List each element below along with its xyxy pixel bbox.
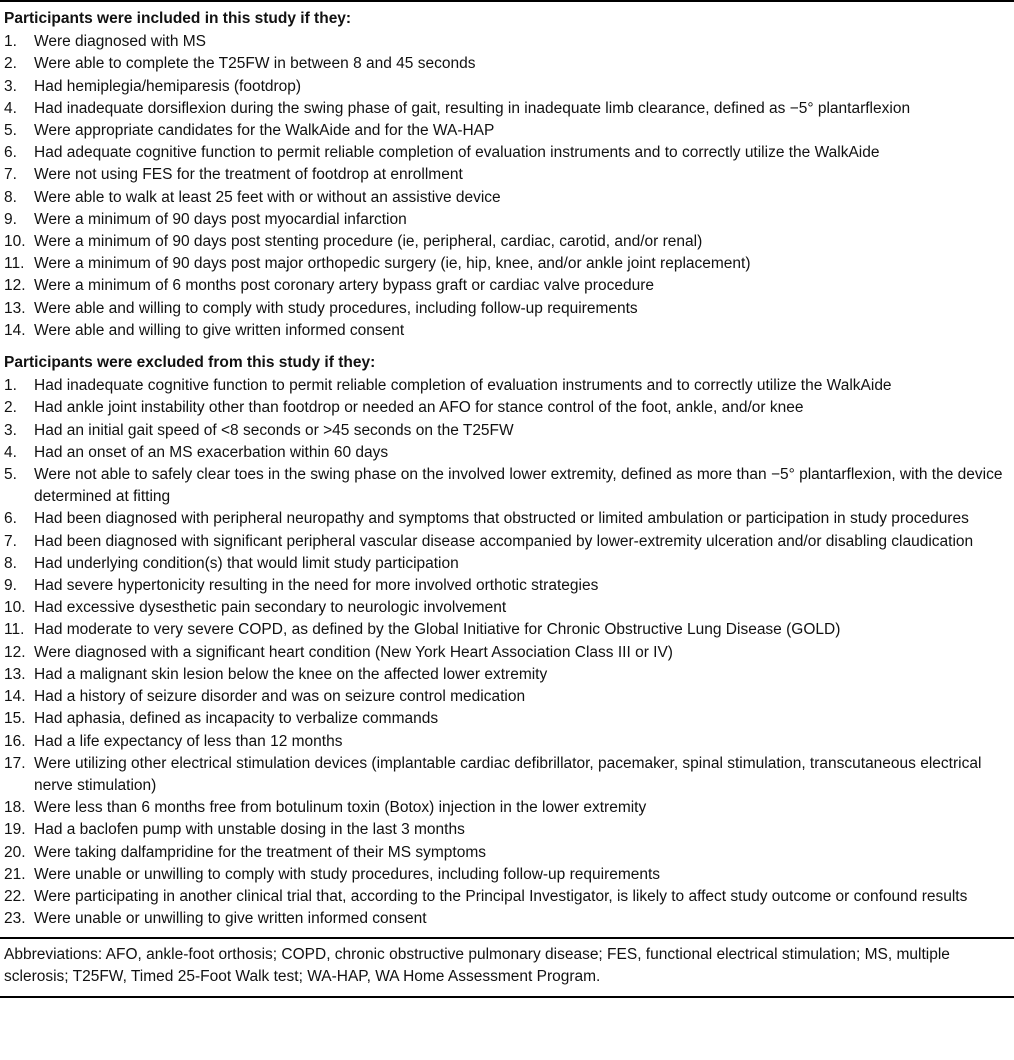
item-text: Were diagnosed with MS	[34, 33, 207, 51]
item-number: 5.	[4, 466, 17, 484]
item-text: Were a minimum of 90 days post stenting procedure (ie, peripheral, cardiac, carotid, and/or renal)	[34, 233, 703, 251]
item-number: 7.	[4, 532, 17, 550]
item-number: 5.	[4, 122, 17, 140]
item-number: 11.	[4, 621, 25, 639]
criteria-item	[4, 842, 1010, 864]
item-text: Were unable or unwilling to comply with study procedures, including follow-up requirements	[34, 865, 661, 883]
item-number: 7.	[4, 166, 17, 184]
item-text: Had a history of seizure disorder and was on seizure control medication	[34, 688, 526, 706]
item-text: Had a baclofen pump with unstable dosing in the last 3 months	[34, 821, 465, 839]
item-number: 4.	[4, 443, 17, 461]
criteria-item	[4, 298, 1010, 320]
criteria-item	[4, 209, 1010, 231]
item-text: Were taking dalfampridine for the treatment of their MS symptoms	[34, 843, 486, 861]
criteria-item	[4, 575, 1010, 597]
item-number: 12.	[4, 277, 26, 295]
item-text: Were less than 6 months free from botulinum toxin (Botox) injection in the lower extremity	[34, 799, 647, 817]
inclusion-heading: Participants were included in this study if they:	[4, 10, 352, 27]
criteria-item	[4, 187, 1010, 209]
criteria-item	[4, 164, 1010, 186]
criteria-item	[4, 464, 1010, 508]
item-number: 4.	[4, 99, 17, 117]
item-text: Were able to walk at least 25 feet with or without an assistive device	[34, 188, 501, 206]
criteria-item	[4, 553, 1010, 575]
criteria-item	[4, 664, 1010, 686]
item-number: 13.	[4, 665, 26, 683]
item-number: 1.	[4, 377, 17, 395]
item-number: 14.	[4, 321, 26, 339]
criteria-item	[4, 53, 1010, 75]
item-text: Had a malignant skin lesion below the knee on the affected lower extremity	[34, 665, 548, 683]
item-text: Had hemiplegia/hemiparesis (footdrop)	[34, 77, 302, 95]
criteria-item	[4, 731, 1010, 753]
item-text: Were utilizing other electrical stimulation devices (implantable cardiac defibrillator, pacemaker, spinal stimulation, transcutaneous electrical nerve stimulation)	[34, 754, 982, 794]
item-text: Had underlying condition(s) that would limit study participation	[34, 554, 459, 572]
item-number: 2.	[4, 399, 17, 417]
item-text: Had been diagnosed with peripheral neuropathy and symptoms that obstructed or limited ambulation or participation in study procedures	[34, 510, 969, 528]
criteria-item	[4, 98, 1010, 120]
item-text: Were able to complete the T25FW in between 8 and 45 seconds	[34, 55, 476, 73]
criteria-item	[4, 531, 1010, 553]
item-text: Were diagnosed with a significant heart condition (New York Heart Association Class III or IV)	[34, 643, 673, 661]
criteria-item	[4, 397, 1010, 419]
item-text: Were a minimum of 6 months post coronary artery bypass graft or cardiac valve procedure	[34, 277, 654, 295]
item-number: 1.	[4, 33, 17, 51]
item-number: 20.	[4, 843, 26, 861]
criteria-item	[4, 375, 1010, 397]
criteria-item	[4, 76, 1010, 98]
criteria-item	[4, 120, 1010, 142]
criteria-item	[4, 819, 1010, 841]
inclusion-section	[4, 2, 1010, 342]
inclusion-criteria-list	[4, 31, 1010, 342]
item-text: Had aphasia, defined as incapacity to verbalize commands	[34, 710, 439, 728]
item-number: 15.	[4, 710, 26, 728]
item-text: Were able and willing to give written informed consent	[34, 321, 405, 339]
item-number: 11.	[4, 255, 25, 273]
criteria-item	[4, 275, 1010, 297]
item-number: 21.	[4, 865, 26, 883]
criteria-item	[4, 142, 1010, 164]
item-number: 14.	[4, 688, 26, 706]
exclusion-criteria-list	[4, 375, 1010, 930]
item-number: 3.	[4, 77, 17, 95]
exclusion-heading: Participants were excluded from this study if they:	[4, 354, 376, 372]
item-number: 22.	[4, 887, 26, 905]
item-text: Were appropriate candidates for the WalkAide and for the WA-HAP	[34, 122, 495, 140]
item-number: 12.	[4, 643, 26, 661]
item-number: 23.	[4, 910, 26, 928]
item-text: Had an onset of an MS exacerbation within 60 days	[34, 443, 389, 461]
item-number: 10.	[4, 233, 26, 251]
criteria-item	[4, 31, 1010, 53]
item-number: 8.	[4, 554, 17, 572]
item-text: Were not able to safely clear toes in the swing phase on the involved lower extremity, defined as more than −5° plantarflexion, with the device determined at fitting	[34, 466, 1003, 506]
criteria-item	[4, 253, 1010, 275]
criteria-item	[4, 753, 1010, 797]
item-number: 9.	[4, 210, 17, 228]
criteria-item	[4, 642, 1010, 664]
item-text: Had moderate to very severe COPD, as defined by the Global Initiative for Chronic Obstructive Lung Disease (GOLD)	[34, 621, 841, 639]
item-text: Had inadequate dorsiflexion during the swing phase of gait, resulting in inadequate limb clearance, defined as −5° plantarflexion	[34, 99, 911, 117]
item-text: Had ankle joint instability other than footdrop or needed an AFO for stance control of the foot, ankle, and/or knee	[34, 399, 804, 417]
item-number: 8.	[4, 188, 17, 206]
item-text: Had a life expectancy of less than 12 months	[34, 732, 343, 750]
item-number: 13.	[4, 299, 26, 317]
criteria-item	[4, 686, 1010, 708]
item-text: Had an initial gait speed of <8 seconds or >45 seconds on the T25FW	[34, 421, 514, 439]
item-number: 6.	[4, 144, 17, 162]
item-text: Were a minimum of 90 days post myocardial infarction	[34, 210, 407, 228]
item-text: Had inadequate cognitive function to permit reliable completion of evaluation instruments and to correctly utilize the WalkAide	[34, 377, 892, 395]
item-number: 17.	[4, 754, 26, 772]
item-number: 16.	[4, 732, 26, 750]
item-text: Had adequate cognitive function to permit reliable completion of evaluation instruments and to correctly utilize the WalkAide	[34, 144, 880, 162]
item-text: Were participating in another clinical trial that, according to the Principal Investigator, is likely to affect study outcome or confound results	[34, 887, 968, 905]
criteria-item	[4, 864, 1010, 886]
exclusion-section	[4, 342, 1010, 930]
criteria-item	[4, 908, 1010, 930]
criteria-item	[4, 231, 1010, 253]
item-number: 10.	[4, 599, 26, 617]
item-number: 6.	[4, 510, 17, 528]
criteria-item	[4, 797, 1010, 819]
criteria-item	[4, 508, 1010, 530]
item-number: 9.	[4, 577, 17, 595]
item-number: 3.	[4, 421, 17, 439]
criteria-item	[4, 442, 1010, 464]
item-text: Were unable or unwilling to give written informed consent	[34, 910, 427, 928]
criteria-item	[4, 708, 1010, 730]
criteria-item	[4, 619, 1010, 641]
item-text: Had been diagnosed with significant peripheral vascular disease accompanied by lower-extremity ulceration and/or disabling claudication	[34, 532, 974, 550]
bottom-rule	[0, 996, 1014, 998]
item-number: 18.	[4, 799, 26, 817]
criteria-item	[4, 420, 1010, 442]
item-text: Had excessive dysesthetic pain secondary to neurologic involvement	[34, 599, 507, 617]
item-text: Were a minimum of 90 days post major orthopedic surgery (ie, hip, knee, and/or ankle joint replacement)	[34, 255, 751, 273]
criteria-item	[4, 320, 1010, 342]
item-number: 19.	[4, 821, 26, 839]
criteria-item	[4, 597, 1010, 619]
item-text: Were not using FES for the treatment of footdrop at enrollment	[34, 166, 463, 184]
item-text: Had severe hypertonicity resulting in the need for more involved orthotic strategies	[34, 577, 599, 595]
item-number: 2.	[4, 55, 17, 73]
abbreviations-note: Abbreviations: AFO, ankle-foot orthosis; COPD, chronic obstructive pulmonary disease; FES, functional electrical stimulation; MS, multiple sclerosis; T25FW, Timed 25-Foot Walk test; WA-HAP, WA Home Assessment Program.	[4, 946, 950, 985]
criteria-item	[4, 886, 1010, 908]
item-text: Were able and willing to comply with study procedures, including follow-up requirements	[34, 299, 638, 317]
